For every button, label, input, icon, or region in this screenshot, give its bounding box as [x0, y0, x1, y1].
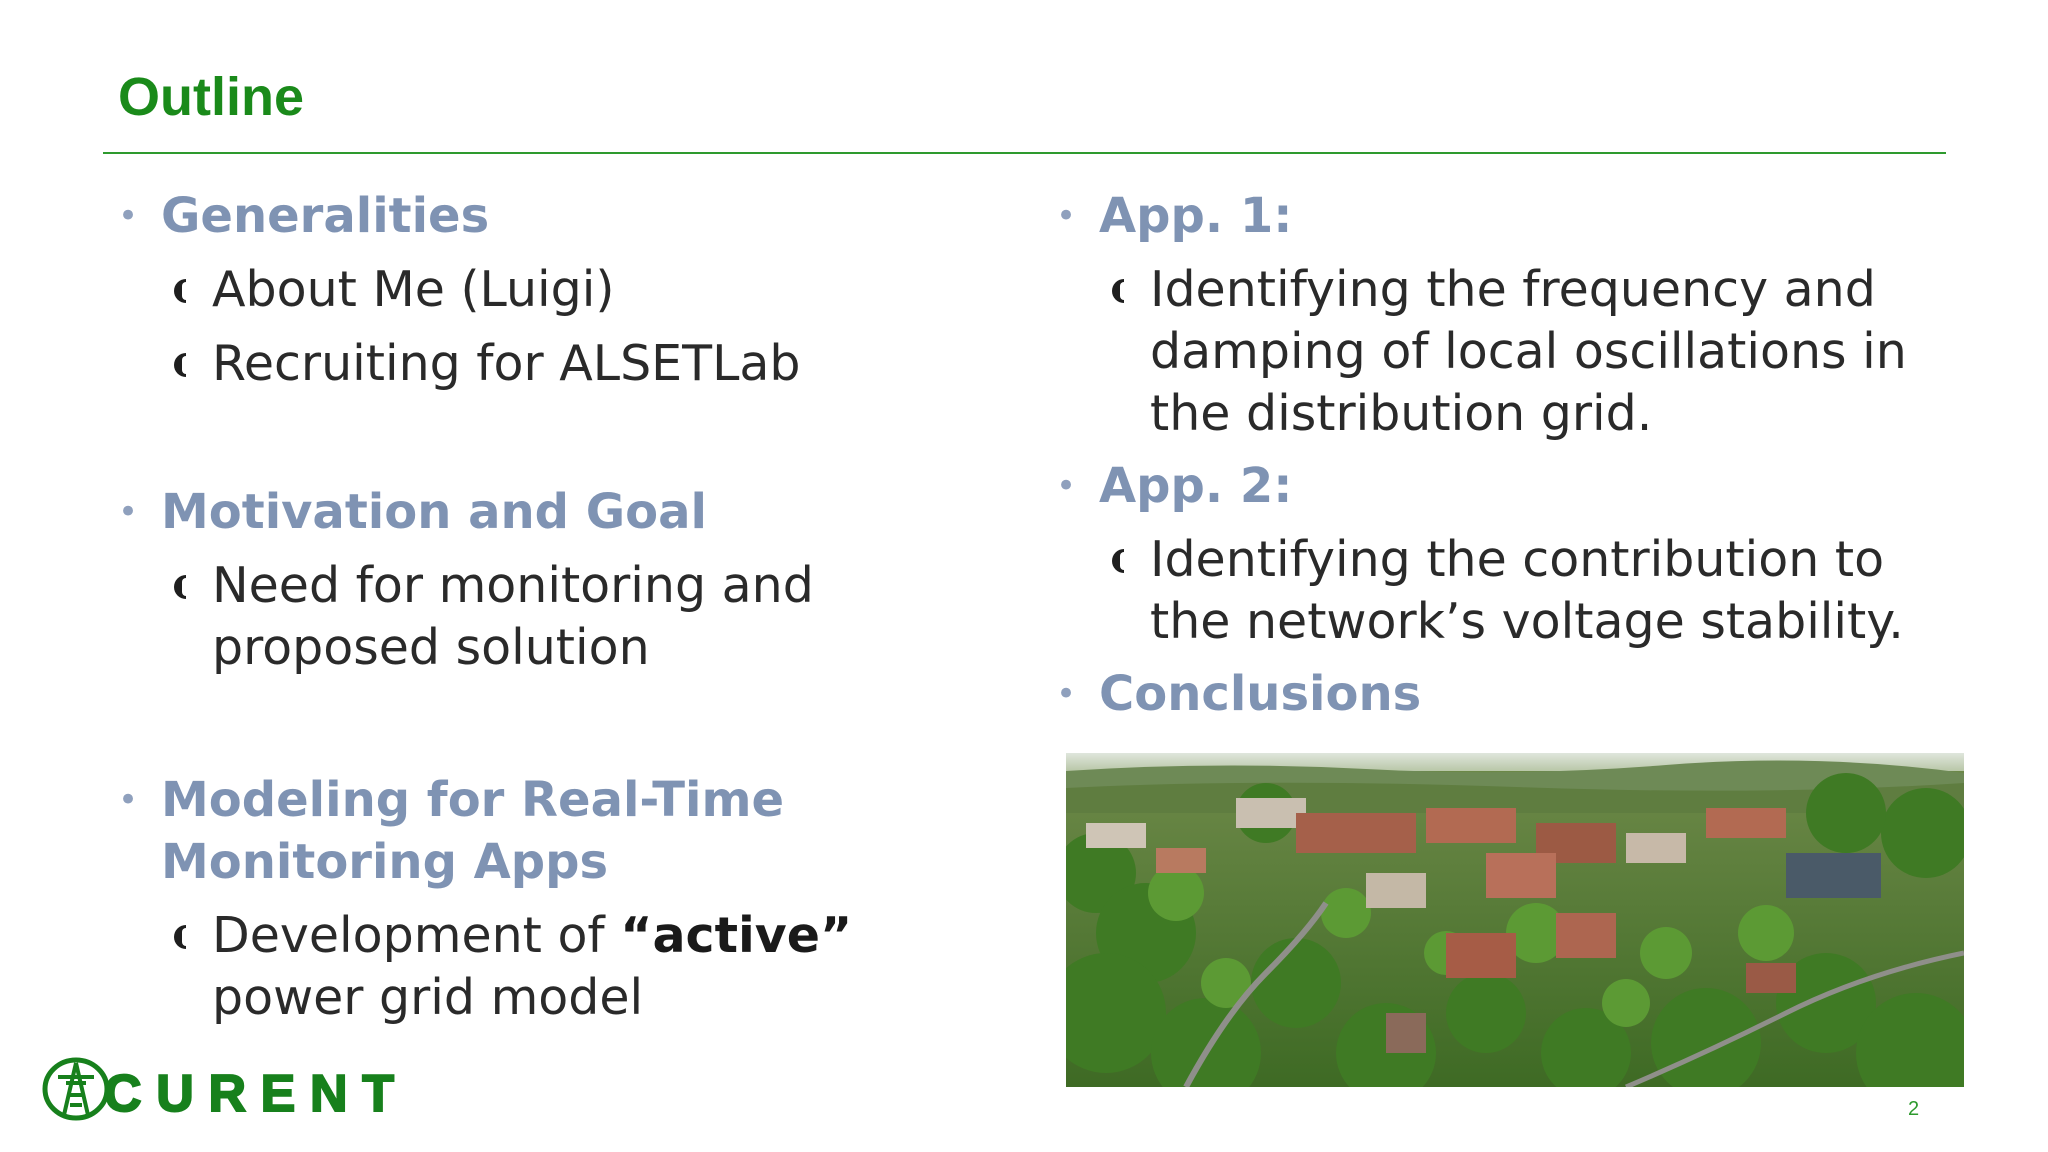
sub-bullet-app2-desc — [1056, 529, 1976, 653]
bullet-app1 — [1056, 185, 1976, 247]
bullet-heading: Conclusions — [1099, 666, 1422, 722]
sub-bullet-text-line2: power grid model — [212, 969, 644, 1026]
sub-bullet-text-line1: Identifying the frequency and — [1150, 261, 1876, 318]
left-column — [118, 185, 998, 1029]
half-circle-bullet-icon — [174, 925, 186, 949]
slide-title: Outline — [118, 67, 304, 127]
half-circle-bullet-icon — [1112, 279, 1124, 303]
sub-bullet-text-line1: Need for monitoring and — [212, 557, 814, 614]
page-number: 2 — [1908, 1098, 1920, 1120]
bullet-heading: Motivation and Goal — [161, 484, 707, 540]
sub-bullet-recruiting — [118, 333, 998, 395]
campus-aerial-photo — [1066, 753, 1964, 1087]
sub-bullet-text-line3: the distribution grid. — [1150, 385, 1653, 442]
half-circle-bullet-icon — [174, 279, 186, 303]
bullet-conclusions — [1056, 663, 1976, 725]
bullet-motivation — [118, 481, 998, 543]
sub-bullet-active-model — [118, 905, 998, 1029]
bullet-app2 — [1056, 455, 1976, 517]
bullet-dot-icon: • — [118, 196, 139, 236]
half-circle-bullet-icon — [1112, 549, 1124, 573]
bullet-dot-icon: • — [1056, 674, 1077, 714]
bullet-dot-icon: • — [1056, 466, 1077, 506]
sub-bullet-text-line2: proposed solution — [212, 619, 650, 676]
bullet-generalities — [118, 185, 998, 247]
bullet-dot-icon: • — [118, 492, 139, 532]
sub-bullet-text-line2: damping of local oscillations in — [1150, 323, 1907, 380]
sub-bullet-about-me — [118, 259, 998, 321]
sub-bullet-app1-desc — [1056, 259, 1976, 445]
bullet-heading-line1: Modeling for Real-Time — [161, 772, 785, 828]
bullet-modeling — [118, 769, 998, 893]
sub-bullet-bold-text: “active” — [620, 907, 853, 964]
bullet-dot-icon: • — [118, 780, 139, 820]
bullet-heading: App. 2: — [1099, 458, 1293, 514]
half-circle-bullet-icon — [174, 575, 186, 599]
sub-bullet-text: About Me (Luigi) — [212, 261, 615, 318]
bullet-heading: App. 1: — [1099, 188, 1293, 244]
bullet-heading-line2: Monitoring Apps — [161, 834, 609, 890]
right-column — [1056, 185, 1976, 725]
half-circle-bullet-icon — [174, 353, 186, 377]
sub-bullet-text: Recruiting for ALSETLab — [212, 335, 801, 392]
curent-logo — [40, 1055, 410, 1123]
bullet-dot-icon: • — [1056, 196, 1077, 236]
sub-bullet-text-line1: Identifying the contribution to — [1150, 531, 1885, 588]
sub-bullet-text-prefix: Development of — [212, 907, 621, 964]
title-divider — [103, 152, 1946, 154]
bullet-heading: Generalities — [161, 188, 490, 244]
logo-text: CURENT — [104, 1065, 394, 1123]
transmission-tower-logo-icon — [45, 1060, 107, 1118]
sub-bullet-text-line2: the network’s voltage stability. — [1150, 593, 1904, 650]
sub-bullet-need-monitoring — [118, 555, 998, 679]
